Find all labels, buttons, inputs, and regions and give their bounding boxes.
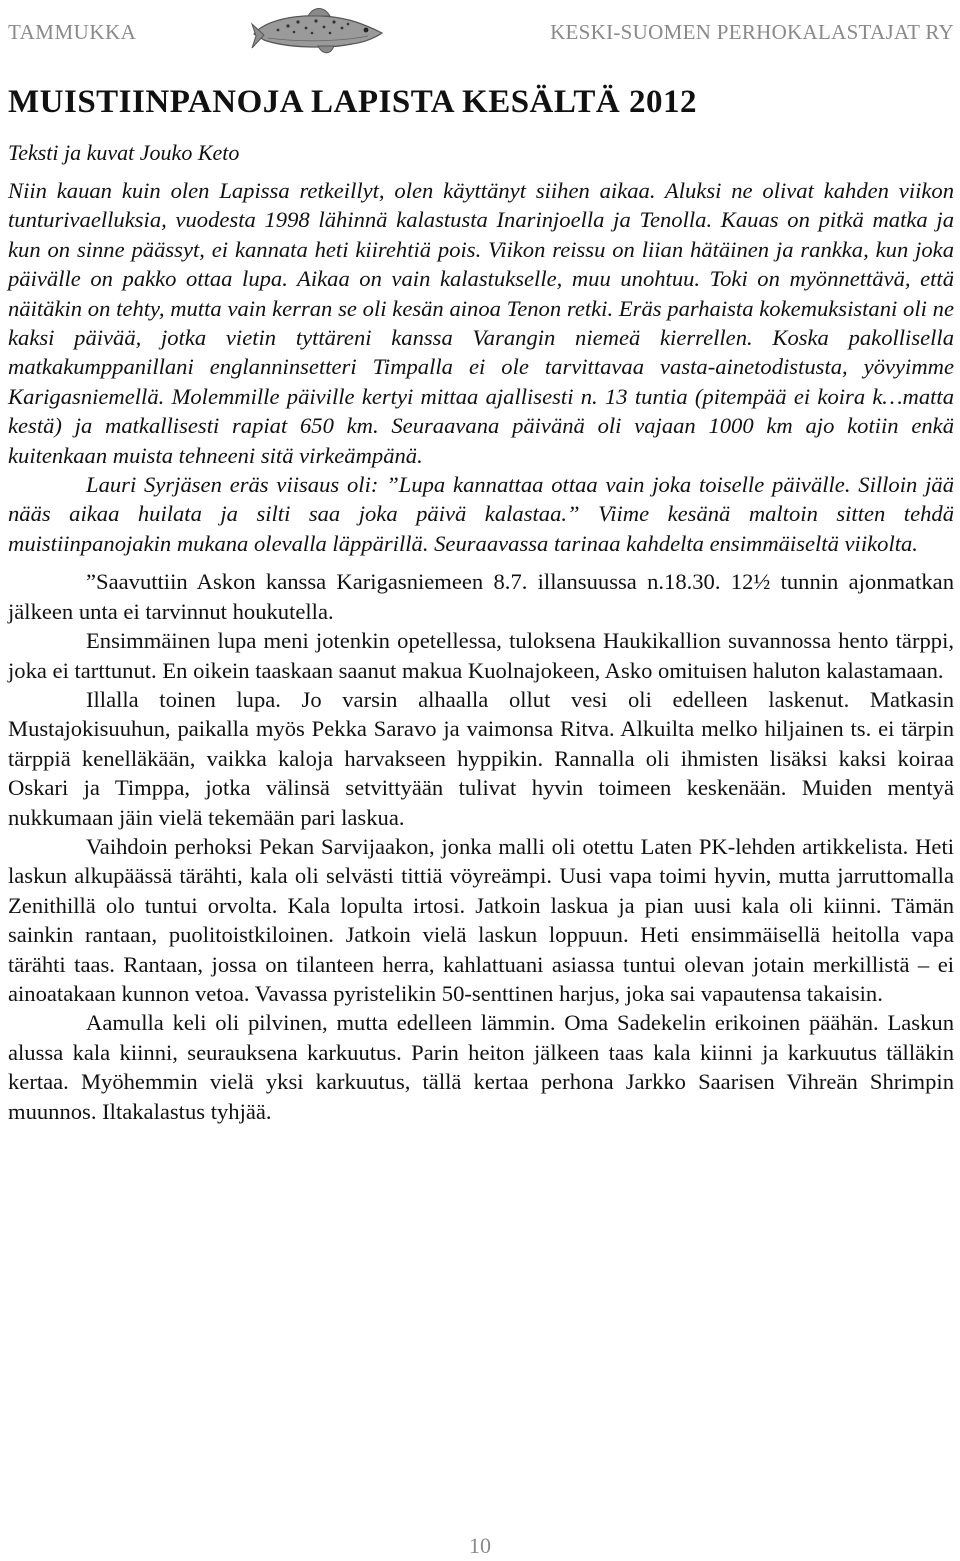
article-title: MUISTIINPANOJA LAPISTA KESÄLTÄ 2012 [8, 84, 697, 120]
page-number: 10 [469, 1533, 491, 1558]
page-header [0, 0, 960, 80]
diary-paragraph: Illalla toinen lupa. Jo varsin alhaalla ollut vesi oli edelleen laskenut. Matkasin Mustajokisuuhun, paikalla myös Pekka Saravo ja vaimonsa Ritva. Alkuilta melko hiljainen ts. ei tärpin tärppiä kenelläkään, vaikka kaloja harvakseen hyppikin. Rannalla oli ihmisten lisäksi kaksi koiraa Oskari ja Timppa, jotka välinsä setvittyään tulivat hyvin toimeen keskenään. Muiden mentyä nukkumaan jäin vielä tekemään pari laskua. [8, 686, 954, 830]
article-body [8, 176, 954, 1126]
article-byline: Teksti ja kuvat Jouko Keto [8, 140, 240, 165]
diary-paragraph: ”Saavuttiin Askon kanssa Karigasniemeen 8.7. illansuussa n.18.30. 12½ tunnin ajonmatkan jälkeen unta ei tarvinnut houkutella. [8, 569, 954, 624]
quote-paragraph: Lauri Syrjäsen eräs viisaus oli: ”Lupa kannattaa ottaa vain joka toiselle päivälle. Silloin jää nääs aikaa huilata ja silti saa joka päivä kalastaa.” Viime kesänä maltoin sitten tehdä muistiinpanojakin mukana olevalla läppärillä. Seuraavassa tarinaa kahdelta ensimmäiseltä viikolta. [8, 472, 954, 556]
diary-paragraph: Ensimmäinen lupa meni jotenkin opetellessa, tuloksena Haukikallion suvannossa hento tärppi, joka ei tarttunut. En oikein taaskaan saanut makua Kuolnajokeen, Asko omituisen haluton kalastamaan. [8, 628, 954, 683]
fish-icon [248, 2, 388, 62]
diary-paragraph: Aamulla keli oli pilvinen, mutta edelleen lämmin. Oma Sadekelin erikoinen päähän. Laskun alussa kala kiinni, seurauksena karkuutus. Parin heiton jälkeen taas kala kiinni ja karkuutus tälläkin kertaa. Myöhemmin vielä yksi karkuutus, tällä kertaa perhona Jarkko Saarisen Vihreän Shrimpin muunnos. Iltakalastus tyhjää. [8, 1010, 954, 1124]
diary-paragraph: Vaihdoin perhoksi Pekan Sarvijaakon, jonka malli oli otettu Laten PK-lehden artikkelista. Heti laskun alkupäässä tärähti, kala oli selvästi tittiä vöyreämpi. Uusi vapa toimi hyvin, mutta jarruttomalla Zenithillä olo tuntui orvolta. Kala lopulta irtosi. Jatkoin laskua ja pian uusi kala oli kiinni. Tämän sainkin rantaan, puolitoistkiloinen. Jatkoin vielä laskun loppuun. Heti ensimmäisellä heitolla vapa tärähti taas. Rantaan, jossa on tilanteen herra, kahlattuani asiassa tuntui olevan jotain merkillistä – ei ainoatakaan kunnon vetoa. Vavassa pyristelikin 50-senttinen harjus, joka sai vapautensa takaisin. [8, 833, 954, 1006]
intro-paragraph: Niin kauan kuin olen Lapissa retkeillyt, olen käyttänyt siihen aikaa. Aluksi ne olivat kahden viikon tunturivaelluksia, vuodesta 1998 lähinnä kalastusta Inarinjoella ja Tenolla. Kauas on pitkä matka ja kun on sinne päässyt, ei kannata heti kiirehtiä pois. Viikon reissu on liian hätäinen ja rankka, kun joka päivälle on pakko ottaa lupa. Aikaa on vain kalastukselle, muu unohtuu. Toki on myönnettävä, että näitäkin on tehty, mutta vain kerran se oli kesän ainoa Tenon retki. Eräs parhaista kokemuksistani oli ne kaksi päivää, jotka vietin tyttäreni kanssa Varangin niemeä kierrellen. Koska pakollisella matkakumppanillani englanninsetteri Timpalla ei ole tarvittavaa vasta-ainetodistusta, yövyimme Karigasniemellä. Molemmille päiville kertyi mittaa ajallisesti n. 13 tuntia (pitempää ei koira k…matta kestä) ja matkallisesti rapiat 650 km. Seuraavana päivänä oli vajaan 1000 km ajo kotiin enkä kuitenkaan muista tehneeni sitä virkeämpänä. [8, 178, 954, 468]
header-publication-name: TAMMUKKA [8, 20, 137, 44]
header-organization-name: KESKI-SUOMEN PERHOKALASTAJAT RY [550, 20, 954, 44]
